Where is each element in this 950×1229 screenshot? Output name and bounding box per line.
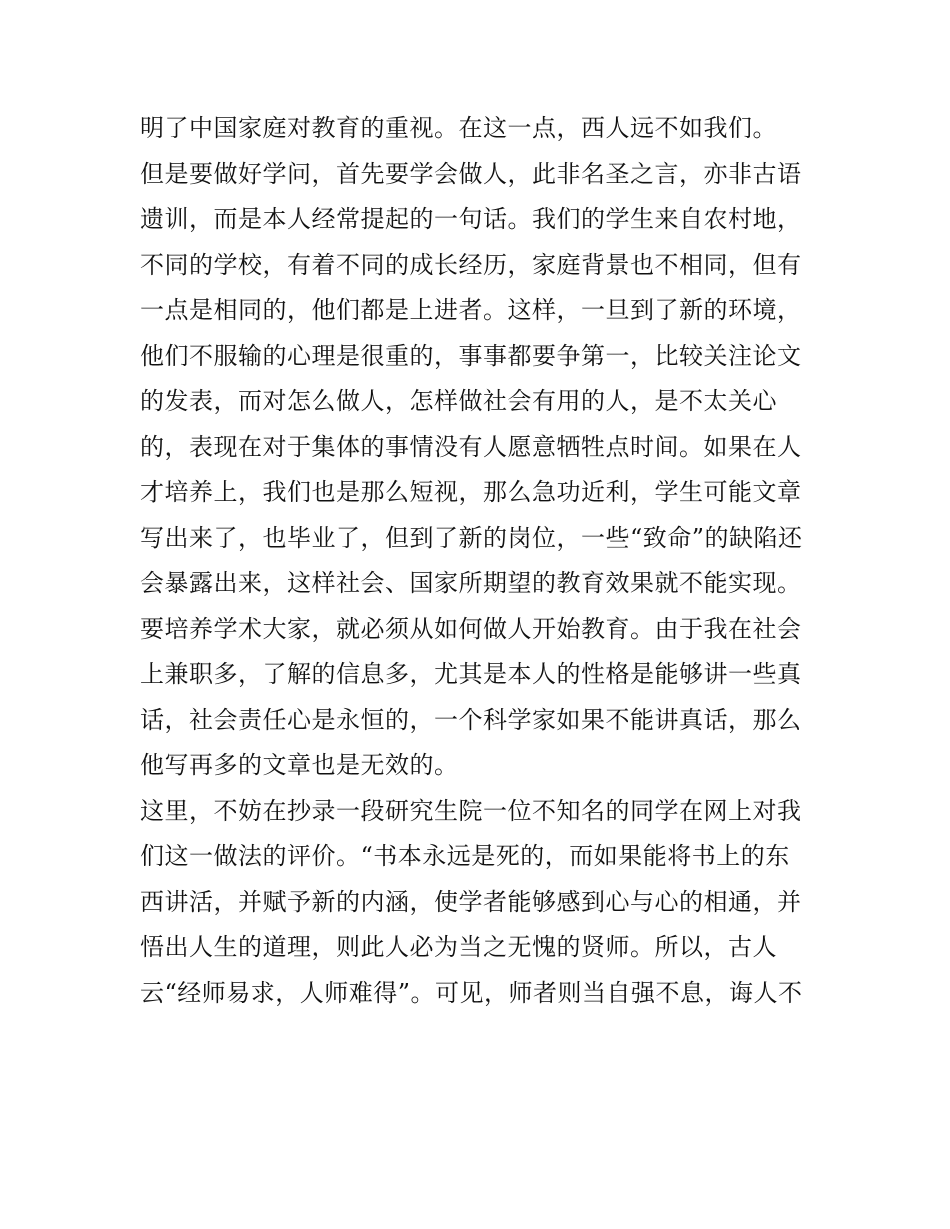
text-line: 西讲活，并赋予新的内涵，使学者能够感到心与心的相通，并 — [140, 887, 802, 916]
text-line: 的，表现在对于集体的事情没有人愿意牺牲点时间。如果在人 — [140, 432, 802, 461]
text-line: 要培养学术大家，就必须从如何做人开始教育。由于我在社会 — [140, 614, 802, 643]
text-line: 会暴露出来，这样社会、国家所期望的教育效果就不能实现。 — [140, 569, 802, 597]
text-line: 但是要做好学问，首先要学会做人，此非名圣之言，亦非古语 — [140, 159, 802, 188]
text-line: 这里，不妨在抄录一段研究生院一位不知名的同学在网上对我 — [140, 796, 802, 825]
text-line: 不同的学校，有着不同的成长经历，家庭背景也不相同，但有 — [140, 250, 802, 279]
text-line: 明了中国家庭对教育的重视。在这一点，西人远不如我们。 — [140, 114, 777, 142]
text-line: 悟出人生的道理，则此人必为当之无愧的贤师。所以，古人 — [140, 933, 777, 961]
text-line: 他们不服输的心理是很重的，事事都要争第一，比较关注论文 — [140, 341, 802, 370]
text-line: 话，社会责任心是永恒的，一个科学家如果不能讲真话，那么 — [140, 705, 802, 734]
text-line: 上兼职多，了解的信息多，尤其是本人的性格是能够讲一些真 — [140, 660, 802, 688]
text-line: 写出来了，也毕业了，但到了新的岗位，一些“致命”的缺陷还 — [140, 523, 803, 552]
text-line: 们这一做法的评价。“书本永远是死的，而如果能将书上的东 — [140, 842, 790, 870]
body-text — [140, 106, 820, 1016]
text-line: 一点是相同的，他们都是上进者。这样，一旦到了新的环境， — [140, 296, 802, 324]
text-line: 遗训，而是本人经常提起的一句话。我们的学生来自农村地， — [140, 205, 802, 233]
text-line: 他写再多的文章也是无效的。 — [140, 751, 459, 779]
text-line: 的发表，而对怎么做人，怎样做社会有用的人，是不太关心 — [140, 387, 777, 415]
text-line: 才培养上，我们也是那么短视，那么急功近利，学生可能文章 — [140, 478, 802, 506]
text-line: 云“经师易求，人师难得”。可见，师者则当自强不息，诲人不 — [140, 978, 803, 1007]
